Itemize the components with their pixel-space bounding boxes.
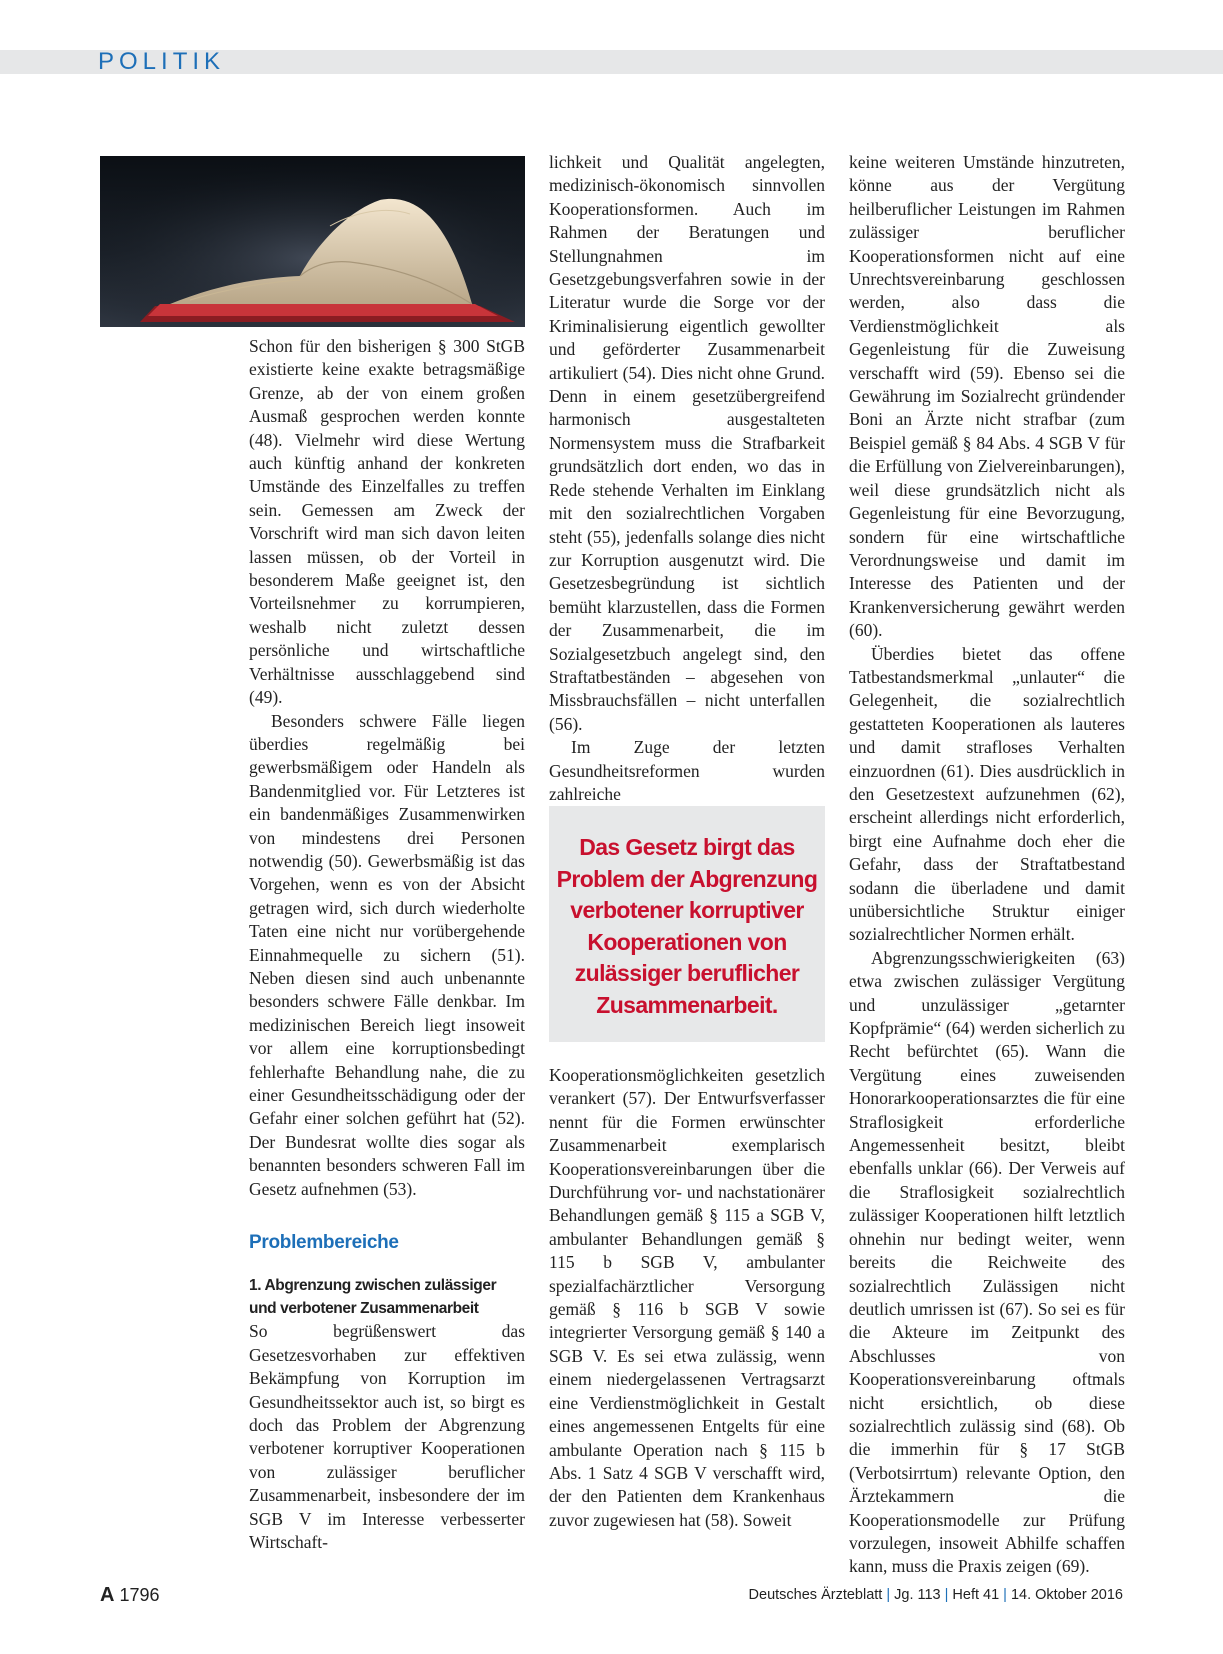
paragraph: Abgrenzungsschwierigkeiten (63) etwa zwischen zulässiger Vergütung und unzulässiger „getarnter Kopfprämie“ (64) werden sicherlich zu Recht befürchtet (65). Wann die Vergütung eines zuweisenden Honorarkooperationsarztes die für eine Straflosigkeit erforderliche Angemessenheit besitzt, bleibt ebenfalls unklar (66). Der Verweis auf die Straflosigkeit sozialrechtlich zulässiger Kooperationen hilft letztlich ohnehin nur bedingt weiter, wenn bereits die Reichweite des sozialrechtlich Zulässigen nicht deutlich umrissen ist (67). So sei es für die Akteure im Zeitpunkt des Abschlusses von Kooperationsvereinbarung oftmals nicht ersichtlich, ob diese sozialrechtlich zulässig sind (68). Ob die immerhin für § 17 StGB (Verbotsirrtum) relevante Option, den Ärztekammern die Kooperationsmodelle zur Prüfung vorzulegen, insoweit Abhilfe schaffen kann, muss die Praxis zeigen (69).: [849, 947, 1125, 1577]
separator: |: [944, 1587, 949, 1603]
column-1: [249, 335, 525, 1555]
paragraph: So begrüßenswert das Gesetzesvorhaben zur effektiven Bekämpfung von Korruption im Gesundheitssektor auch ist, so birgt es doch das Problem der Abgrenzung verbotener korruptiver Kooperationen von zulässiger beruflicher Zusammenarbeit, insbesondere der im SGB V im Interesse verbesserter Wirtschaft-: [249, 1321, 525, 1553]
journal-footer: [749, 1587, 1123, 1603]
page-number: [100, 1584, 160, 1607]
paragraph: keine weiteren Umstände hinzutreten, könne aus der Vergütung heilberuflicher Leistungen im Rahmen zulässiger beruflicher Kooperationsformen nicht auf eine Unrechtsvereinbarung geschlossen werden, also dass die Verdienstmöglichkeit als Gegenleistung für die Zuweisung verschafft wird (59). Ebenso sei die Gewährung im Sozialrecht gründender Boni an Ärzte nicht strafbar (zum Beispiel gemäß § 84 Abs. 4 SGB V für die Erfüllung von Zielvereinbarungen), weil diese grundsätzlich nicht als Gegenleistung für eine Bevorzugung, sondern für eine wirtschaftliche Verordnungsweise und damit im Interesse des Patienten und der Krankenversicherung gewährt werden (60).: [849, 152, 1125, 641]
subsection-heading: 1. Abgrenzung zwischen zulässiger und verbotener Zusammenarbeit: [249, 1277, 497, 1318]
pull-quote: Das Gesetz birgt das Problem der Abgrenzung verbotener korruptiver Kooperationen von zulässiger beruflicher Zusammenarbeit.: [549, 806, 825, 1042]
journal-date: 14. Oktober 2016: [1010, 1587, 1123, 1603]
journal-name: Deutsches Ärzteblatt: [748, 1587, 883, 1603]
paragraph: Schon für den bisherigen § 300 StGB existierte keine exakte betragsmäßige Grenze, ab der von einem großen Ausmaß gesprochen werden konnte (48). Vielmehr wird diese Wertung auch künftig anhand der konkreten Umstände des Einzelfalles zu treffen sein. Gemessen am Zweck der Vorschrift wird man sich davon leiten lassen müssen, ob der Vorteil in besonderem Maße geeignet ist, den Vorteilsnehmer zu korrumpieren, weshalb nicht zuletzt dessen persönliche und wirtschaftliche Verhältnisse ausschlaggebend sind (49).: [249, 336, 525, 708]
separator: |: [1003, 1587, 1007, 1603]
section-label: POLITIK: [98, 48, 226, 75]
open-book-icon: [100, 156, 525, 327]
paragraph: Besonders schwere Fälle liegen überdies regelmäßig bei gewerbsmäßigem oder Handeln als Bandenmitglied vor. Für Letzteres ist ein bandenmäßiges Zusammenwirken von mindestens drei Personen notwendig (50). Gewerbsmäßig ist das Vorgehen, wenn es von der Absicht getragen wird, sich durch wiederholte Taten eine nicht nur vorübergehende Einnahmequelle zu sichern (51). Neben diesen sind auch unbenannte besonders schwere Fälle denkbar. Im medizinischen Bereich liegt insoweit vor allem eine korruptionsbedingt fehlerhafte Behandlung nahe, die zu einer Gesundheitsschädigung oder der Gefahr einer solchen geführt hat (52). Der Bundesrat wollte dies sogar als benannten besonders schweren Fall im Gesetz aufnehmen (53).: [249, 710, 525, 1199]
column-3: [849, 151, 1125, 1579]
column-2-continued: [549, 1064, 825, 1532]
paragraph: lichkeit und Qualität angelegten, medizinisch-ökonomisch sinnvollen Kooperationsformen. Auch im Rahmen der Beratungen und Stellungnahmen im Gesetzgebungsverfahren sowie in der Literatur wurde die Sorge vor der Kriminalisierung eigentlich gewollter und geförderter Zusammenarbeit artikuliert (54). Dies nicht ohne Grund. Denn in einem gesetzübergreifend harmonisch ausgestalteten Normensystem muss die Strafbarkeit grundsätzlich dort enden, wo das in Rede stehende Verhalten im Einklang mit den sozialrechtlichen Vorgaben steht (55), jedenfalls solange dies nicht zur Korruption ausgenutzt wird. Die Gesetzesbegründung ist sichtlich bemüht klarzustellen, dass die Formen der Zusammenarbeit, die im Sozialgesetzbuch angelegt sind, den Straftatbeständen – abgesehen von Missbrauchsfällen – nicht unterfallen (56).: [549, 152, 825, 734]
column-2: [549, 151, 825, 806]
journal-issue: Heft 41: [952, 1587, 1000, 1603]
open-book-photo: [100, 156, 525, 327]
section-heading: Problembereiche: [249, 1232, 399, 1254]
paragraph: Überdies bietet das offene Tatbestandsmerkmal „unlauter“ die Gelegenheit, die sozialrechtlich gestatteten Kooperationen als lauteres und damit strafloses Verhalten einzuordnen (61). Dies ausdrücklich in den Gesetzestext aufzunehmen (62), erscheint allerdings nicht erforderlich, birgt eine Aufnahme doch eher die Gefahr, dass der Straftatbestand sodann die überladene und damit unübersichtliche Struktur einiger sozialrechtlicher Normen erhält.: [849, 643, 1125, 945]
separator: |: [886, 1587, 891, 1603]
page-number-value: 1796: [119, 1585, 160, 1605]
journal-volume: Jg. 113: [894, 1587, 941, 1603]
paragraph: Kooperationsmöglichkeiten gesetzlich verankert (57). Der Entwurfsverfasser nennt für die Formen erwünschter Zusammenarbeit exemplarisch Kooperationsvereinbarungen über die Durchführung vor- und nachstationärer Behandlungen gemäß § 115 a SGB V, ambulanter Behandlungen gemäß § 115 b SGB V, ambulanter spezialfachärztlicher Versorgung gemäß § 116 b SGB V sowie integrierter Versorgung gemäß § 140 a SGB V. Es sei etwa zulässig, wenn einem niedergelassenen Vertragsarzt eine Verdienstmöglichkeit in Gestalt eines angemessenen Entgelts für eine ambulante Operation nach § 115 b Abs. 1 Satz 4 SGB V verschafft wird, der den Patienten dem Krankenhaus zuvor zugewiesen hat (58). Soweit: [549, 1065, 825, 1530]
page-prefix: A: [100, 1584, 115, 1606]
paragraph: Im Zuge der letzten Gesundheitsreformen wurden zahlreiche: [549, 737, 825, 804]
